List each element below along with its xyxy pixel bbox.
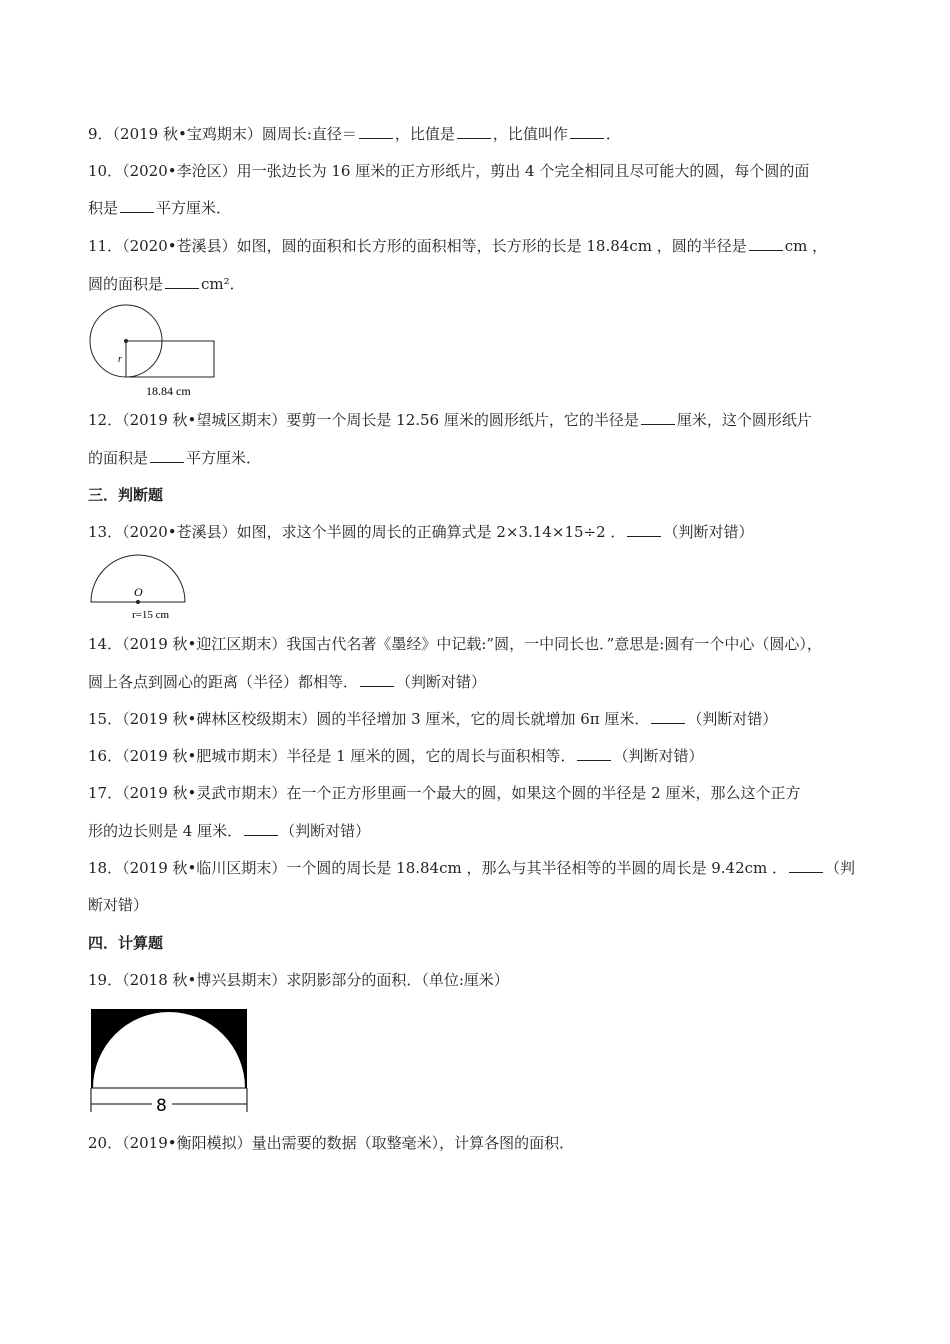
dimension-label: 8 (156, 1096, 167, 1116)
q10-text-b: 平方厘米． (156, 199, 232, 217)
q9-text-c: ，比值叫作 (492, 125, 568, 143)
q16-text-a: 16．（2019 秋•肥城市期末）半径是 1 厘米的圆，它的周长与面积相等． (88, 747, 576, 765)
answer-blank[interactable] (360, 672, 394, 687)
q11-text-a: 11．（2020•苍溪县）如图，圆的面积和长方形的面积相等，长方形的长是 18.84cm ，圆的半径是 (88, 237, 747, 255)
answer-blank[interactable] (150, 448, 184, 463)
answer-blank[interactable] (749, 236, 783, 251)
q13-text-a: 13．（2020•苍溪县）如图，求这个半圆的周长的正确算式是 2×3.14×15÷2 ． (88, 523, 626, 541)
question-14-line-2 (88, 672, 868, 692)
q14-text-b: （判断对错） (396, 673, 487, 691)
q13-text-b: （判断对错） (663, 523, 754, 541)
question-17-line-2 (88, 821, 868, 841)
radius-label: r=15 cm (132, 609, 170, 621)
answer-blank[interactable] (244, 821, 278, 836)
center-dot (124, 339, 128, 343)
q16-text-b: （判断对错） (613, 747, 704, 765)
question-14-line-1: 14．（2019 秋•迎江区期末）我国古代名著《墨经》中记载:”圆，一中同长也．”意思是:圆有一个中心（圆心）， (88, 635, 822, 653)
answer-blank[interactable] (651, 709, 685, 724)
answer-blank[interactable] (457, 124, 491, 139)
q18-text-b: （判 (825, 859, 856, 877)
answer-blank[interactable] (165, 274, 199, 289)
section-heading-judgement: 三．判断题 (88, 486, 164, 504)
q9-text-a: 9．（2019 秋•宝鸡期末）圆周长:直径＝ (88, 125, 357, 143)
question-9 (88, 124, 868, 144)
q12-text-b: 厘米，这个圆形纸片 (676, 411, 812, 429)
length-label: 18.84 cm (146, 384, 191, 398)
circle-rectangle-figure (88, 304, 228, 400)
center-dot (136, 600, 140, 604)
center-label: O (134, 585, 143, 599)
question-15 (88, 709, 868, 729)
q15-text-a: 15．（2019 秋•碑林区校级期末）圆的半径增加 3 厘米，它的周长就增加 6π 厘米． (88, 710, 650, 728)
question-13 (88, 522, 868, 542)
q11-text-d: cm²． (201, 275, 245, 293)
shaded-region (91, 1009, 247, 1088)
section-heading-calculation: 四．计算题 (88, 934, 164, 952)
q17-text-a: 形的边长则是 4 厘米． (88, 822, 243, 840)
question-12-line-2 (88, 448, 868, 468)
q12-text-a: 12．（2019 秋•望城区期末）要剪一个周长是 12.56 厘米的圆形纸片，它的半径是 (88, 411, 639, 429)
answer-blank[interactable] (627, 522, 661, 537)
question-16 (88, 746, 868, 766)
q10-text-a: 积是 (88, 199, 119, 217)
q11-text-b: cm ， (784, 237, 828, 255)
question-11-line-2 (88, 274, 868, 294)
radius-label: r (118, 354, 122, 365)
question-18-line-1 (88, 858, 868, 878)
q11-text-c: 圆的面积是 (88, 275, 164, 293)
answer-blank[interactable] (359, 124, 393, 139)
q9-text-b: ，比值是 (394, 125, 455, 143)
answer-blank[interactable] (641, 410, 675, 425)
semicircle-figure (88, 552, 188, 622)
q9-text-d: ． (605, 125, 621, 143)
answer-blank[interactable] (570, 124, 604, 139)
rectangle-shape (126, 341, 214, 377)
question-11-line-1 (88, 236, 868, 256)
answer-blank[interactable] (120, 198, 154, 213)
question-12-line-1 (88, 410, 868, 430)
q12-text-c: 的面积是 (88, 449, 149, 467)
q14-text-a: 圆上各点到圆心的距离（半径）都相等． (88, 673, 359, 691)
question-19: 19．（2018 秋•博兴县期末）求阴影部分的面积．（单位:厘米） (88, 971, 509, 989)
q17-text-b: （判断对错） (280, 822, 371, 840)
question-17-line-1: 17．（2019 秋•灵武市期末）在一个正方形里画一个最大的圆，如果这个圆的半径是 2 厘米，那么这个正方 (88, 784, 801, 802)
q15-text-b: （判断对错） (687, 710, 778, 728)
question-20: 20．（2019•衡阳模拟）量出需要的数据（取整毫米），计算各图的面积． (88, 1134, 575, 1152)
q18-text-a: 18．（2019 秋•临川区期末）一个圆的周长是 18.84cm ，那么与其半径相等的半圆的周长是 9.42cm ． (88, 859, 788, 877)
question-10-line-1: 10．（2020•李沧区）用一张边长为 16 厘米的正方形纸片，剪出 4 个完全相同且尽可能大的圆，每个圆的面 (88, 162, 810, 180)
question-10-line-2 (88, 198, 868, 218)
shaded-semicircle-figure (88, 1006, 250, 1116)
q12-text-d: 平方厘米． (186, 449, 262, 467)
answer-blank[interactable] (577, 746, 611, 761)
question-18-line-2: 断对错） (88, 896, 149, 914)
answer-blank[interactable] (789, 858, 823, 873)
